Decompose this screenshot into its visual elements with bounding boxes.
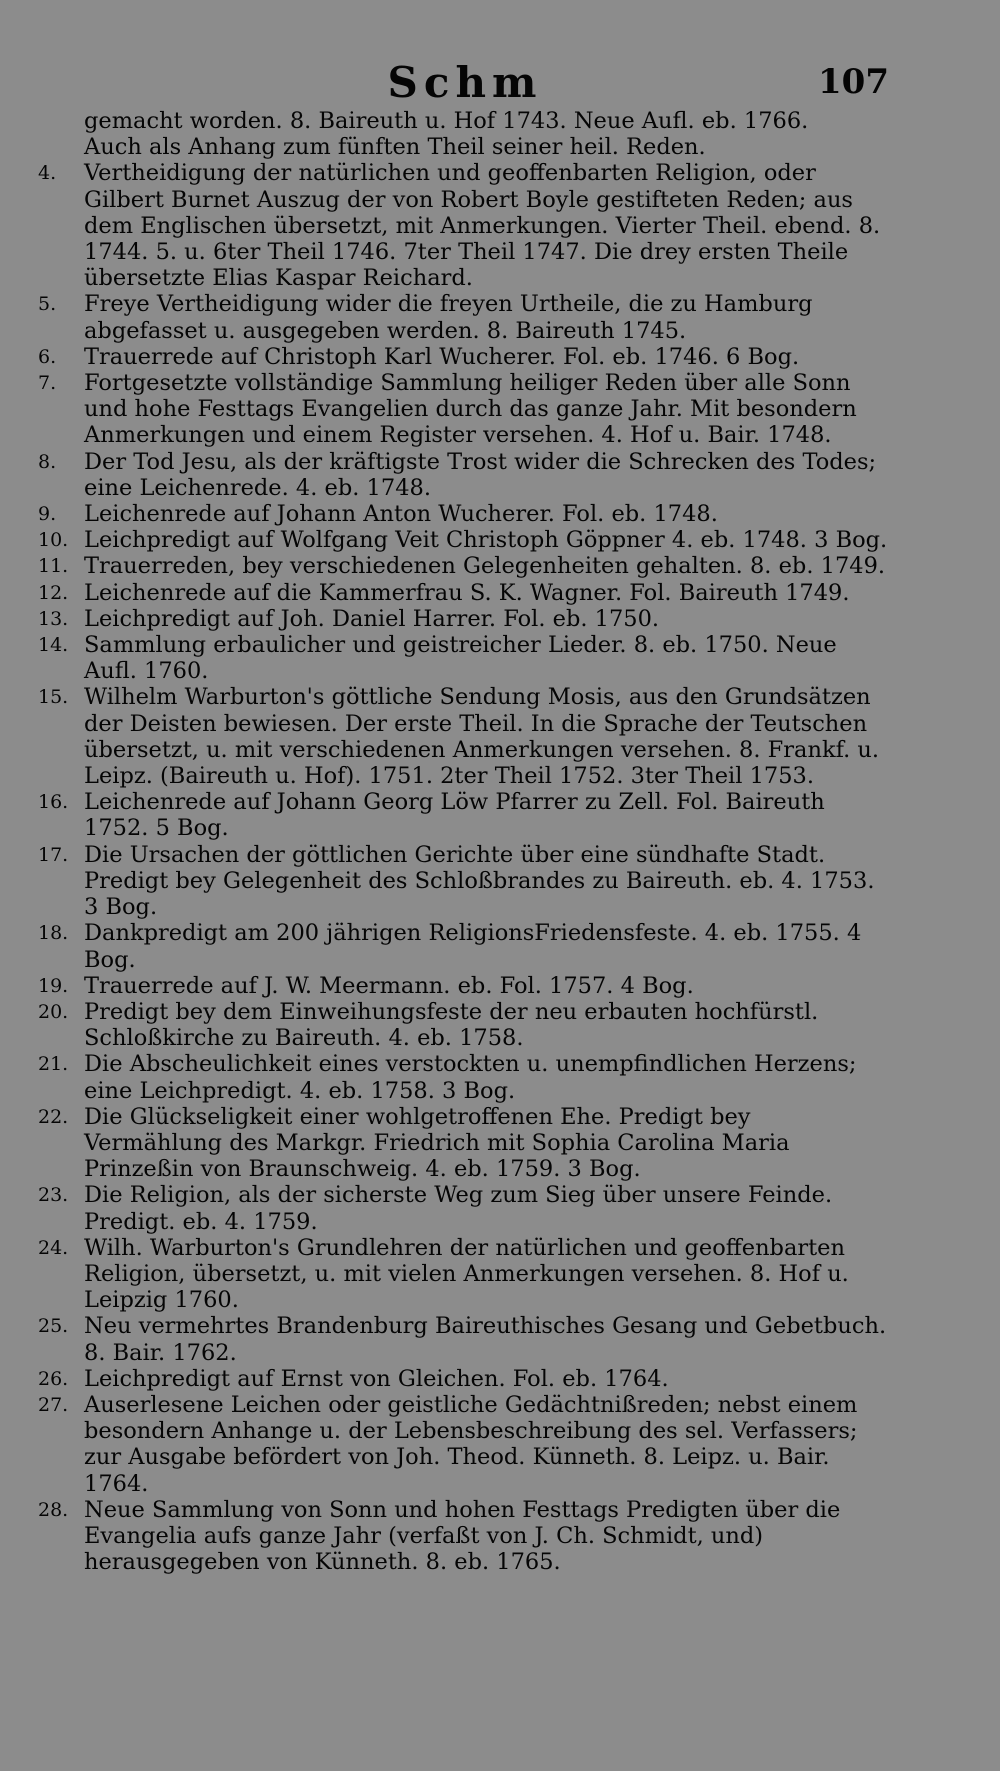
bibliography-entry: [38, 1313, 893, 1365]
entry-number: 4.: [38, 162, 57, 185]
running-head: Schm: [387, 58, 543, 107]
entry-text: Trauerrede auf J. W. Meermann. eb. Fol. 1757. 4 Bog.: [84, 972, 694, 999]
bibliography-entry: [38, 1366, 893, 1392]
bibliography-entry: [38, 344, 893, 370]
entry-text: Neu vermehrtes Brandenburg Baireuthisches Gesang und Gebetbuch. 8. Bair. 1762.: [84, 1313, 887, 1366]
bibliography-entry: [38, 1104, 893, 1183]
entry-number: 11.: [38, 555, 69, 578]
entry-list: [38, 160, 893, 1575]
entry-number: 23.: [38, 1184, 69, 1207]
entry-number: 18.: [38, 922, 69, 945]
entry-number: 24.: [38, 1236, 69, 1259]
bibliography-entry: [38, 973, 893, 999]
entry-number: 13.: [38, 607, 69, 630]
entry-number: 15.: [38, 686, 69, 709]
entry-number: 28.: [38, 1498, 69, 1521]
entry-text: Sammlung erbaulicher und geistreicher Lieder. 8. eb. 1750. Neue Aufl. 1760.: [84, 632, 837, 685]
entry-text: Predigt bey dem Einweihungsfeste der neu erbauten hochfürstl. Schloßkirche zu Baireuth. 4. eb. 1758.: [84, 998, 819, 1052]
bibliography-entry: [38, 920, 893, 972]
entry-number: 14.: [38, 634, 69, 657]
entry-text: Vertheidigung der natürlichen und geoffenbarten Religion, oder Gilbert Burnet Auszug der von Robert Boyle gestifteten Reden; aus dem Englischen übersetzt, mit Anmerkungen. Vierter Theil. ebend. 8. 1744. 5. u. 6ter Theil 1746. 7ter Theil 1747. Die drey ersten Theile übersetzte Elias Kaspar Reichard.: [84, 160, 881, 292]
bibliography-entry: [38, 160, 893, 291]
entry-text: Leichenrede auf Johann Georg Löw Pfarrer zu Zell. Fol. Baireuth 1752. 5 Bog.: [84, 789, 825, 842]
entry-number: 7.: [38, 372, 57, 395]
entry-text: Trauerreden, bey verschiedenen Gelegenheiten gehalten. 8. eb. 1749.: [84, 553, 886, 580]
entry-number: 9.: [38, 503, 57, 526]
entry-text: Leichenrede auf die Kammerfrau S. K. Wagner. Fol. Baireuth 1749.: [84, 579, 850, 606]
entry-number: 12.: [38, 581, 69, 604]
entry-number: 16.: [38, 791, 69, 814]
entry-text: Die Religion, als der sicherste Weg zum Sieg über unsere Feinde. Predigt. eb. 4. 1759.: [84, 1182, 833, 1235]
entry-text: Leichpredigt auf Ernst von Gleichen. Fol. eb. 1764.: [84, 1365, 669, 1392]
bibliography-entry: [38, 842, 893, 921]
bibliography-entry: [38, 684, 893, 789]
entry-text: Fortgesetzte vollständige Sammlung heiliger Reden über alle Sonn und hohe Festtags Evangelien durch das ganze Jahr. Mit besondern Anmerkungen und einem Register versehen. 4. Hof u. Bair. 1748.: [84, 370, 857, 449]
entry-number: 17.: [38, 843, 69, 866]
entry-text: Die Ursachen der göttlichen Gerichte über eine sündhafte Stadt. Predigt bey Gelegenheit des Schloßbrandes zu Baireuth. eb. 4. 1753. 3 Bog.: [84, 841, 875, 921]
bibliography-entry: [38, 553, 893, 579]
entry-text: Leichpredigt auf Joh. Daniel Harrer. Fol. eb. 1750.: [84, 605, 660, 632]
entry-text: Leichpredigt auf Wolfgang Veit Christoph Göppner 4. eb. 1748. 3 Bog.: [84, 527, 888, 554]
bibliography-entry: [38, 1235, 893, 1314]
entry-number: 8.: [38, 450, 57, 473]
entry-text: Wilh. Warburton's Grundlehren der natürlichen und geoffenbarten Religion, übersetzt, u. mit vielen Anmerkungen versehen. 8. Hof u. Leipzig 1760.: [84, 1234, 849, 1314]
entry-text: Der Tod Jesu, als der kräftigste Trost wider die Schrecken des Todes; eine Leichenrede. 4. eb. 1748.: [84, 448, 877, 501]
page-number: 107: [818, 62, 889, 102]
entry-number: 5.: [38, 293, 57, 316]
entry-text: Trauerrede auf Christoph Karl Wucherer. Fol. eb. 1746. 6 Bog.: [84, 343, 800, 370]
entry-number: 20.: [38, 1000, 69, 1023]
bibliography-entry: [38, 1051, 893, 1103]
bibliography-entry: [38, 632, 893, 684]
bibliography-entry: [38, 1182, 893, 1234]
continuation-line: gemacht worden. 8. Baireuth u. Hof 1743. Neue Aufl. eb. 1766.: [84, 108, 809, 134]
bibliography-entry: [38, 1392, 893, 1497]
entry-text: Wilhelm Warburton's göttliche Sendung Mosis, aus den Grundsätzen der Deisten bewiesen. Der erste Theil. In die Sprache der Teutschen übersetzt, u. mit verschiedenen Anmerkungen versehen. 8. Frankf. u. Leipz. (Baireuth u. Hof). 1751. 2ter Theil 1752. 3ter Theil 1753.: [84, 684, 880, 790]
bibliography-entry: [38, 1497, 893, 1576]
entry-text: Freye Vertheidigung wider die freyen Urtheile, die zu Hamburg abgefasset u. ausgegeben werden. 8. Baireuth 1745.: [84, 291, 813, 344]
entry-text: Neue Sammlung von Sonn und hohen Festtags Predigten über die Evangelia aufs ganze Jahr (verfaßt von J. Ch. Schmidt, und) herausgegeben von Künneth. 8. eb. 1765.: [84, 1496, 841, 1576]
bibliography-entry: [38, 501, 893, 527]
bibliography-entry: [38, 580, 893, 606]
entry-number: 21.: [38, 1053, 69, 1076]
entry-number: 26.: [38, 1367, 69, 1390]
bibliography-entry: [38, 370, 893, 449]
entry-number: 6.: [38, 345, 57, 368]
bibliography-entry: [38, 999, 893, 1051]
entry-number: 27.: [38, 1393, 69, 1416]
entry-text: Dankpredigt am 200 jährigen ReligionsFriedensfeste. 4. eb. 1755. 4 Bog.: [84, 920, 862, 973]
entry-number: 19.: [38, 974, 69, 997]
bibliography-entry: [38, 527, 893, 553]
bibliography-entry: [38, 291, 893, 343]
entry-text: Die Glückseligkeit einer wohlgetroffenen Ehe. Predigt bey Vermählung des Markgr. Friedrich mit Sophia Carolina Maria Prinzeßin von Braunschweig. 4. eb. 1759. 3 Bog.: [84, 1103, 790, 1183]
bibliography-entry: [38, 449, 893, 501]
bibliography-entry: [38, 606, 893, 632]
entry-text: Auserlesene Leichen oder geistliche Gedächtnißreden; nebst einem besondern Anhange u. der Lebensbeschreibung des sel. Verfassers; zur Ausgabe befördert von Joh. Theod. Künneth. 8. Leipz. u. Bair. 1764.: [84, 1391, 858, 1497]
entry-number: 22.: [38, 1105, 69, 1128]
entry-text: Leichenrede auf Johann Anton Wucherer. Fol. eb. 1748.: [84, 501, 718, 528]
entry-number: 10.: [38, 529, 69, 552]
continuation-line: Auch als Anhang zum fünften Theil seiner heil. Reden.: [84, 134, 706, 161]
bibliography-entry: [38, 789, 893, 841]
entry-text: Die Abscheulichkeit eines verstockten u. unempfindlichen Herzens; eine Leichpredigt. 4. eb. 1758. 3 Bog.: [84, 1051, 857, 1104]
entry-number: 25.: [38, 1315, 69, 1338]
bibliography-text: [38, 108, 893, 1575]
